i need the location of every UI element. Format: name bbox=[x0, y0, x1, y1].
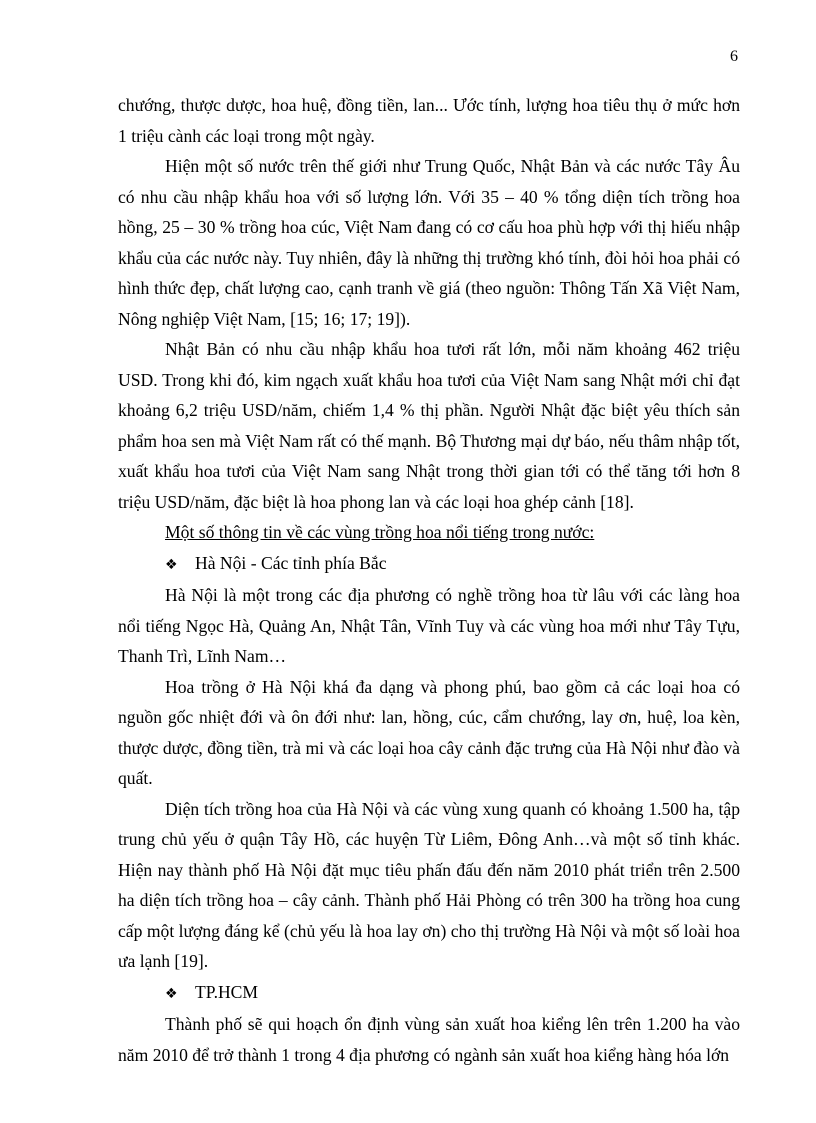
paragraph-hanoi-villages: Hà Nội là một trong các địa phương có nghề trồng hoa từ lâu với các làng hoa nổi tiếng Ngọc Hà, Quảng An, Nhật Tân, Vĩnh Tuy và các vùng hoa mới như Tây Tựu, Thanh Trì, Lĩnh Nam… bbox=[118, 585, 740, 666]
page-number: 6 bbox=[730, 48, 738, 65]
paragraph-import-demand: Hiện một số nước trên thế giới như Trung Quốc, Nhật Bản và các nước Tây Âu có nhu cầu nhập khẩu hoa với số lượng lớn. Với 35 – 40 % tổng diện tích trồng hoa hồng, 25 – 30 % trồng hoa cúc, Việt Nam đang có cơ cấu hoa phù hợp với thị hiếu nhập khẩu của các nước này. Tuy nhiên, đây là những thị trường khó tính, đòi hỏi hoa phải có hình thức đẹp, chất lượng cao, cạnh tranh về giá (theo nguồn: Thông Tấn Xã Việt Nam, Nông nghiệp Việt Nam, [15; 16; 17; 19]). bbox=[118, 156, 740, 329]
diamond-bullet-icon: ❖ bbox=[165, 985, 178, 1002]
bullet-label: TP.HCM bbox=[195, 981, 259, 1002]
bullet-hanoi bbox=[118, 548, 740, 581]
paragraph-japan-market: Nhật Bản có nhu cầu nhập khẩu hoa tươi rất lớn, mỗi năm khoảng 462 triệu USD. Trong khi đó, kim ngạch xuất khẩu hoa tươi của Việt Nam sang Nhật mới chỉ đạt khoảng 6,2 triệu USD/năm, chiếm 1,4 % thị phần. Người Nhật đặc biệt yêu thích sản phẩm hoa sen mà Việt Nam rất có thế mạnh. Bộ Thương mại dự báo, nếu thâm nhập tốt, xuất khẩu hoa tươi của Việt Nam sang Nhật trong thời gian tới có thể tăng tới hơn 8 triệu USD/năm, đặc biệt là hoa phong lan và các loại hoa ghép cảnh [18]. bbox=[118, 339, 740, 512]
paragraph-hanoi-area: Diện tích trồng hoa của Hà Nội và các vùng xung quanh có khoảng 1.500 ha, tập trung chủ yếu ở quận Tây Hồ, các huyện Từ Liêm, Đông Anh…và một số tỉnh khác. Hiện nay thành phố Hà Nội đặt mục tiêu phấn đấu đến năm 2010 phát triển trên 2.500 ha diện tích trồng hoa – cây cảnh. Thành phố Hải Phòng có trên 300 ha trồng hoa cung cấp một lượng đáng kể (chủ yếu là hoa lay ơn) cho thị trường Hà Nội và một số loài hoa ưa lạnh [19]. bbox=[118, 798, 740, 971]
bullet-label: Hà Nội - Các tỉnh phía Bắc bbox=[195, 552, 387, 573]
paragraph-continuation: chướng, thược dược, hoa huệ, đồng tiền, lan... Ước tính, lượng hoa tiêu thụ ở mức hơn 1 triệu cành các loại trong một ngày. bbox=[118, 95, 740, 146]
paragraph-hcm-planning: Thành phố sẽ qui hoạch ổn định vùng sản xuất hoa kiểng lên trên 1.200 ha vào năm 2010 để trở thành 1 trong 4 địa phương có ngành sản xuất hoa kiểng hàng hóa lớn bbox=[118, 1014, 740, 1065]
section-heading: Một số thông tin về các vùng trồng hoa nổi tiếng trong nước: bbox=[165, 522, 595, 542]
diamond-bullet-icon: ❖ bbox=[165, 556, 178, 573]
bullet-hcm bbox=[118, 977, 740, 1010]
document-body bbox=[118, 90, 740, 1070]
paragraph-hanoi-flowers: Hoa trồng ở Hà Nội khá đa dạng và phong phú, bao gồm cả các loại hoa có nguồn gốc nhiệt đới và ôn đới như: lan, hồng, cúc, cẩm chướng, lay ơn, huệ, loa kèn, thược dược, đồng tiền, trà mi và các loại hoa cây cảnh đặc trưng của Hà Nội như đào và quất. bbox=[118, 676, 740, 788]
